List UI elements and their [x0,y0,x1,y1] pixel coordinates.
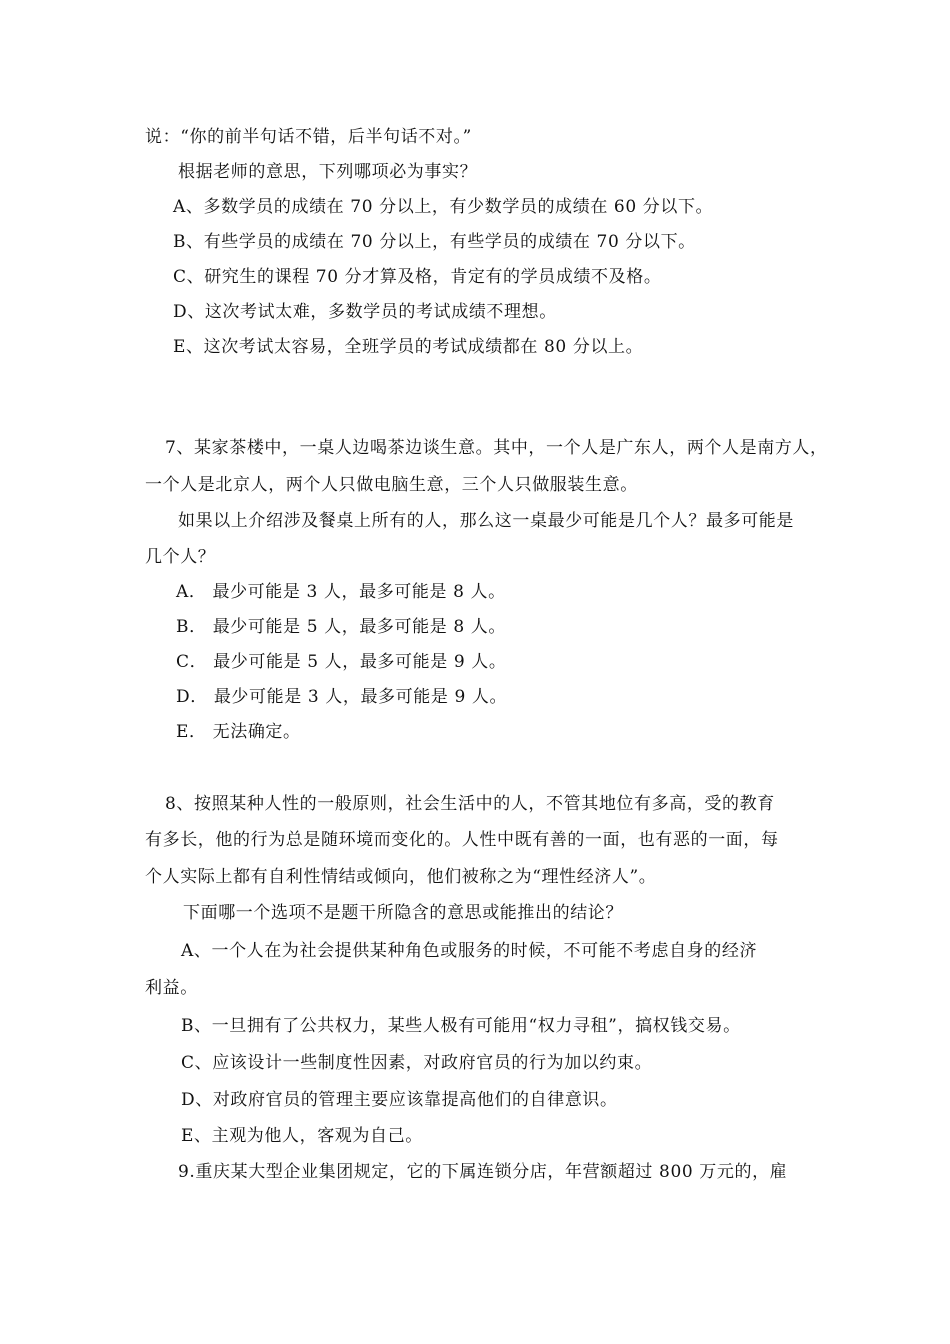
question-prompt: 根据老师的意思，下列哪项必为事实？ [178,162,478,182]
text-line: 说：“你的前半句话不错，后半句话不对。” [145,127,472,147]
option-e: E、这次考试太容易，全班学员的考试成绩都在 80 分以上。 [173,337,644,357]
option-c: C、研究生的课程 70 分才算及格，肯定有的学员成绩不及格。 [173,267,662,287]
option-e: E． 无法确定。 [176,722,301,742]
question-8-text: 个人实际上都有自利性情结或倾向，他们被称之为“理性经济人”。 [145,867,657,887]
option-c: C． 最少可能是 5 人，最多可能是 9 人。 [176,652,507,672]
option-d: D、对政府官员的管理主要应该靠提高他们的自律意识。 [181,1090,618,1110]
question-8-text: 有多长，他的行为总是随环境而变化的。人性中既有善的一面，也有恶的一面，每 [145,830,779,850]
question-7-prompt: 几个人？ [145,547,216,567]
option-a: A、一个人在为社会提供某种角色或服务的时候，不可能不考虑自身的经济 [181,941,758,961]
option-d: D、这次考试太难，多数学员的考试成绩不理想。 [173,302,557,322]
option-a: A． 最少可能是 3 人，最多可能是 8 人。 [176,582,506,602]
option-b: B． 最少可能是 5 人，最多可能是 8 人。 [176,617,506,637]
question-9-text: 9.重庆某大型企业集团规定，它的下属连锁分店，年营额超过 800 万元的，雇 [178,1162,788,1182]
option-e: E、主观为他人，客观为自己。 [181,1126,423,1146]
question-7-text: 一个人是北京人，两个人只做电脑生意，三个人只做服装生意。 [145,475,638,495]
option-c: C、应该设计一些制度性因素，对政府官员的行为加以约束。 [181,1053,653,1073]
question-7-text: 7、某家茶楼中，一桌人边喝茶边谈生意。其中，一个人是广东人，两个人是南方人， [165,438,828,458]
question-7-prompt: 如果以上介绍涉及餐桌上所有的人，那么这一桌最少可能是几个人？最多可能是 [178,511,794,531]
question-8-prompt: 下面哪一个选项不是题干所隐含的意思或能推出的结论？ [183,903,623,923]
option-b: B、有些学员的成绩在 70 分以上，有些学员的成绩在 70 分以下。 [173,232,696,252]
question-8-text: 8、按照某种人性的一般原则，社会生活中的人，不管其地位有多高，受的教育 [165,794,775,814]
option-d: D． 最少可能是 3 人，最多可能是 9 人。 [176,687,508,707]
option-a: A、多数学员的成绩在 70 分以上，有少数学员的成绩在 60 分以下。 [173,197,714,217]
option-a: 利益。 [145,978,198,998]
option-b: B、一旦拥有了公共权力，某些人极有可能用“权力寻租”，搞权钱交易。 [181,1016,741,1036]
